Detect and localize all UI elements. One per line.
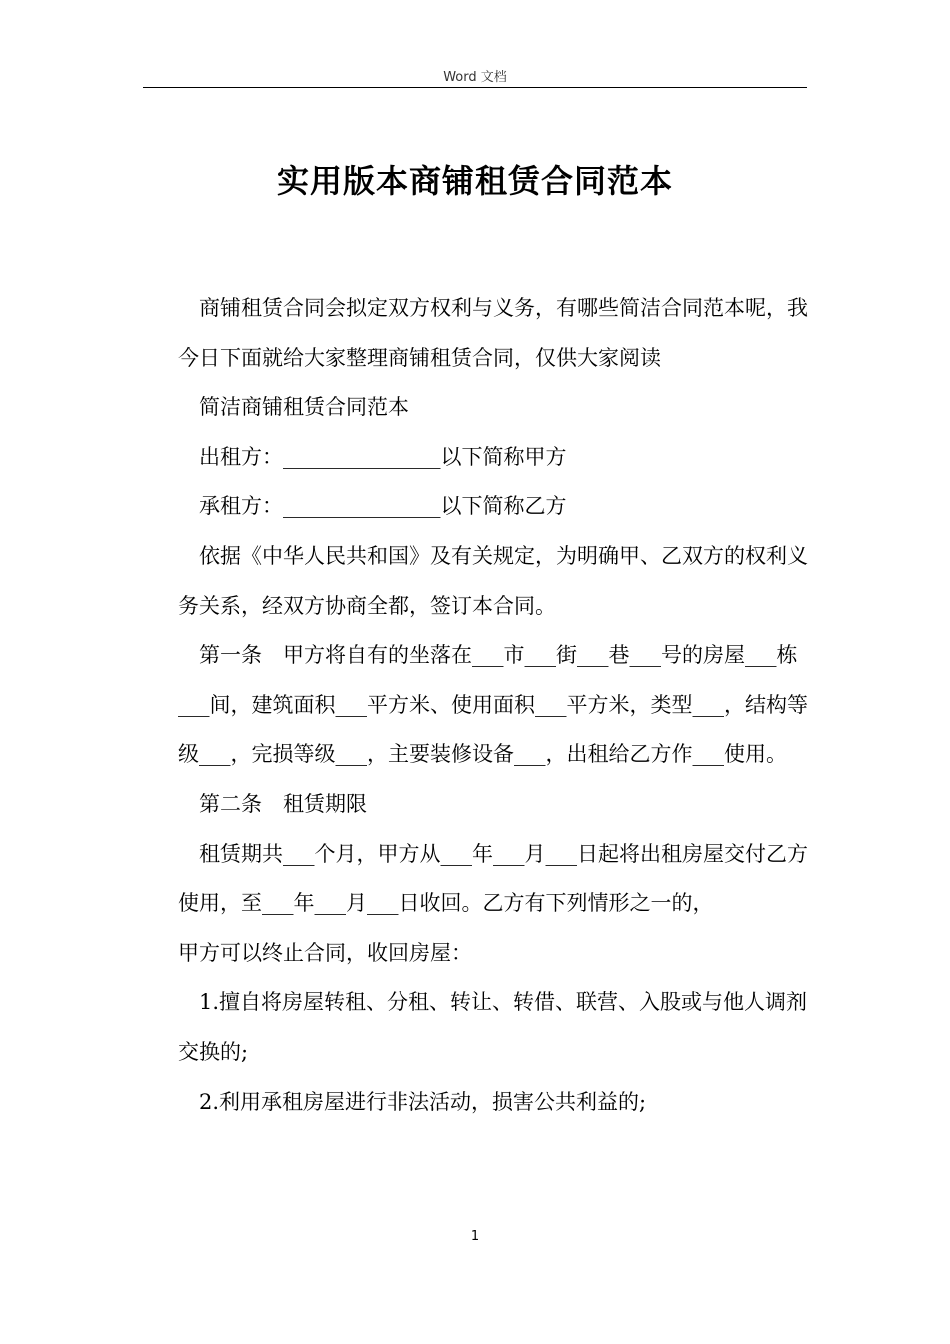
section-heading: 简洁商铺租赁合同范本	[199, 395, 409, 420]
article-one: 第一条 甲方将自有的坐落在___市___街___巷___号的房屋___栋___间，建筑面积___平方米、使用面积___平方米，类型___，结构等级___，完损等级___，主要装修设备___，出租给乙方作___使用。	[178, 643, 808, 767]
article-two-continuation: 甲方可以终止合同，收回房屋：	[178, 940, 472, 965]
document-title: 实用版本商铺租赁合同范本	[276, 162, 673, 200]
page-header-label: Word 文档	[443, 70, 507, 85]
lessor-line: 出租方：_______________以下简称甲方	[199, 444, 567, 469]
lessee-line: 承租方：_______________以下简称乙方	[199, 494, 567, 519]
clause-one: 1.擅自将房屋转租、分租、转让、转借、联营、入股或与他人调剂交换的;	[178, 990, 808, 1064]
header-divider	[143, 87, 807, 88]
intro-paragraph: 商铺租赁合同会拟定双方权利与义务，有哪些简洁合同范本呢，我今日下面就给大家整理商铺租赁合同，仅供大家阅读	[178, 296, 808, 370]
article-two-body: 租赁期共___个月，甲方从___年___月___日起将出租房屋交付乙方使用，至___年___月___日收回。乙方有下列情形之一的，	[178, 841, 808, 916]
page-number: 1	[470, 1229, 480, 1244]
article-two-heading: 第二条 租赁期限	[199, 791, 367, 816]
preamble-paragraph: 依据《中华人民共和国》及有关规定，为明确甲、乙双方的权利义务关系，经双方协商全都，签订本合同。	[178, 543, 808, 618]
clause-two: 2.利用承租房屋进行非法活动，损害公共利益的;	[199, 1089, 647, 1114]
document-body	[178, 284, 810, 1127]
